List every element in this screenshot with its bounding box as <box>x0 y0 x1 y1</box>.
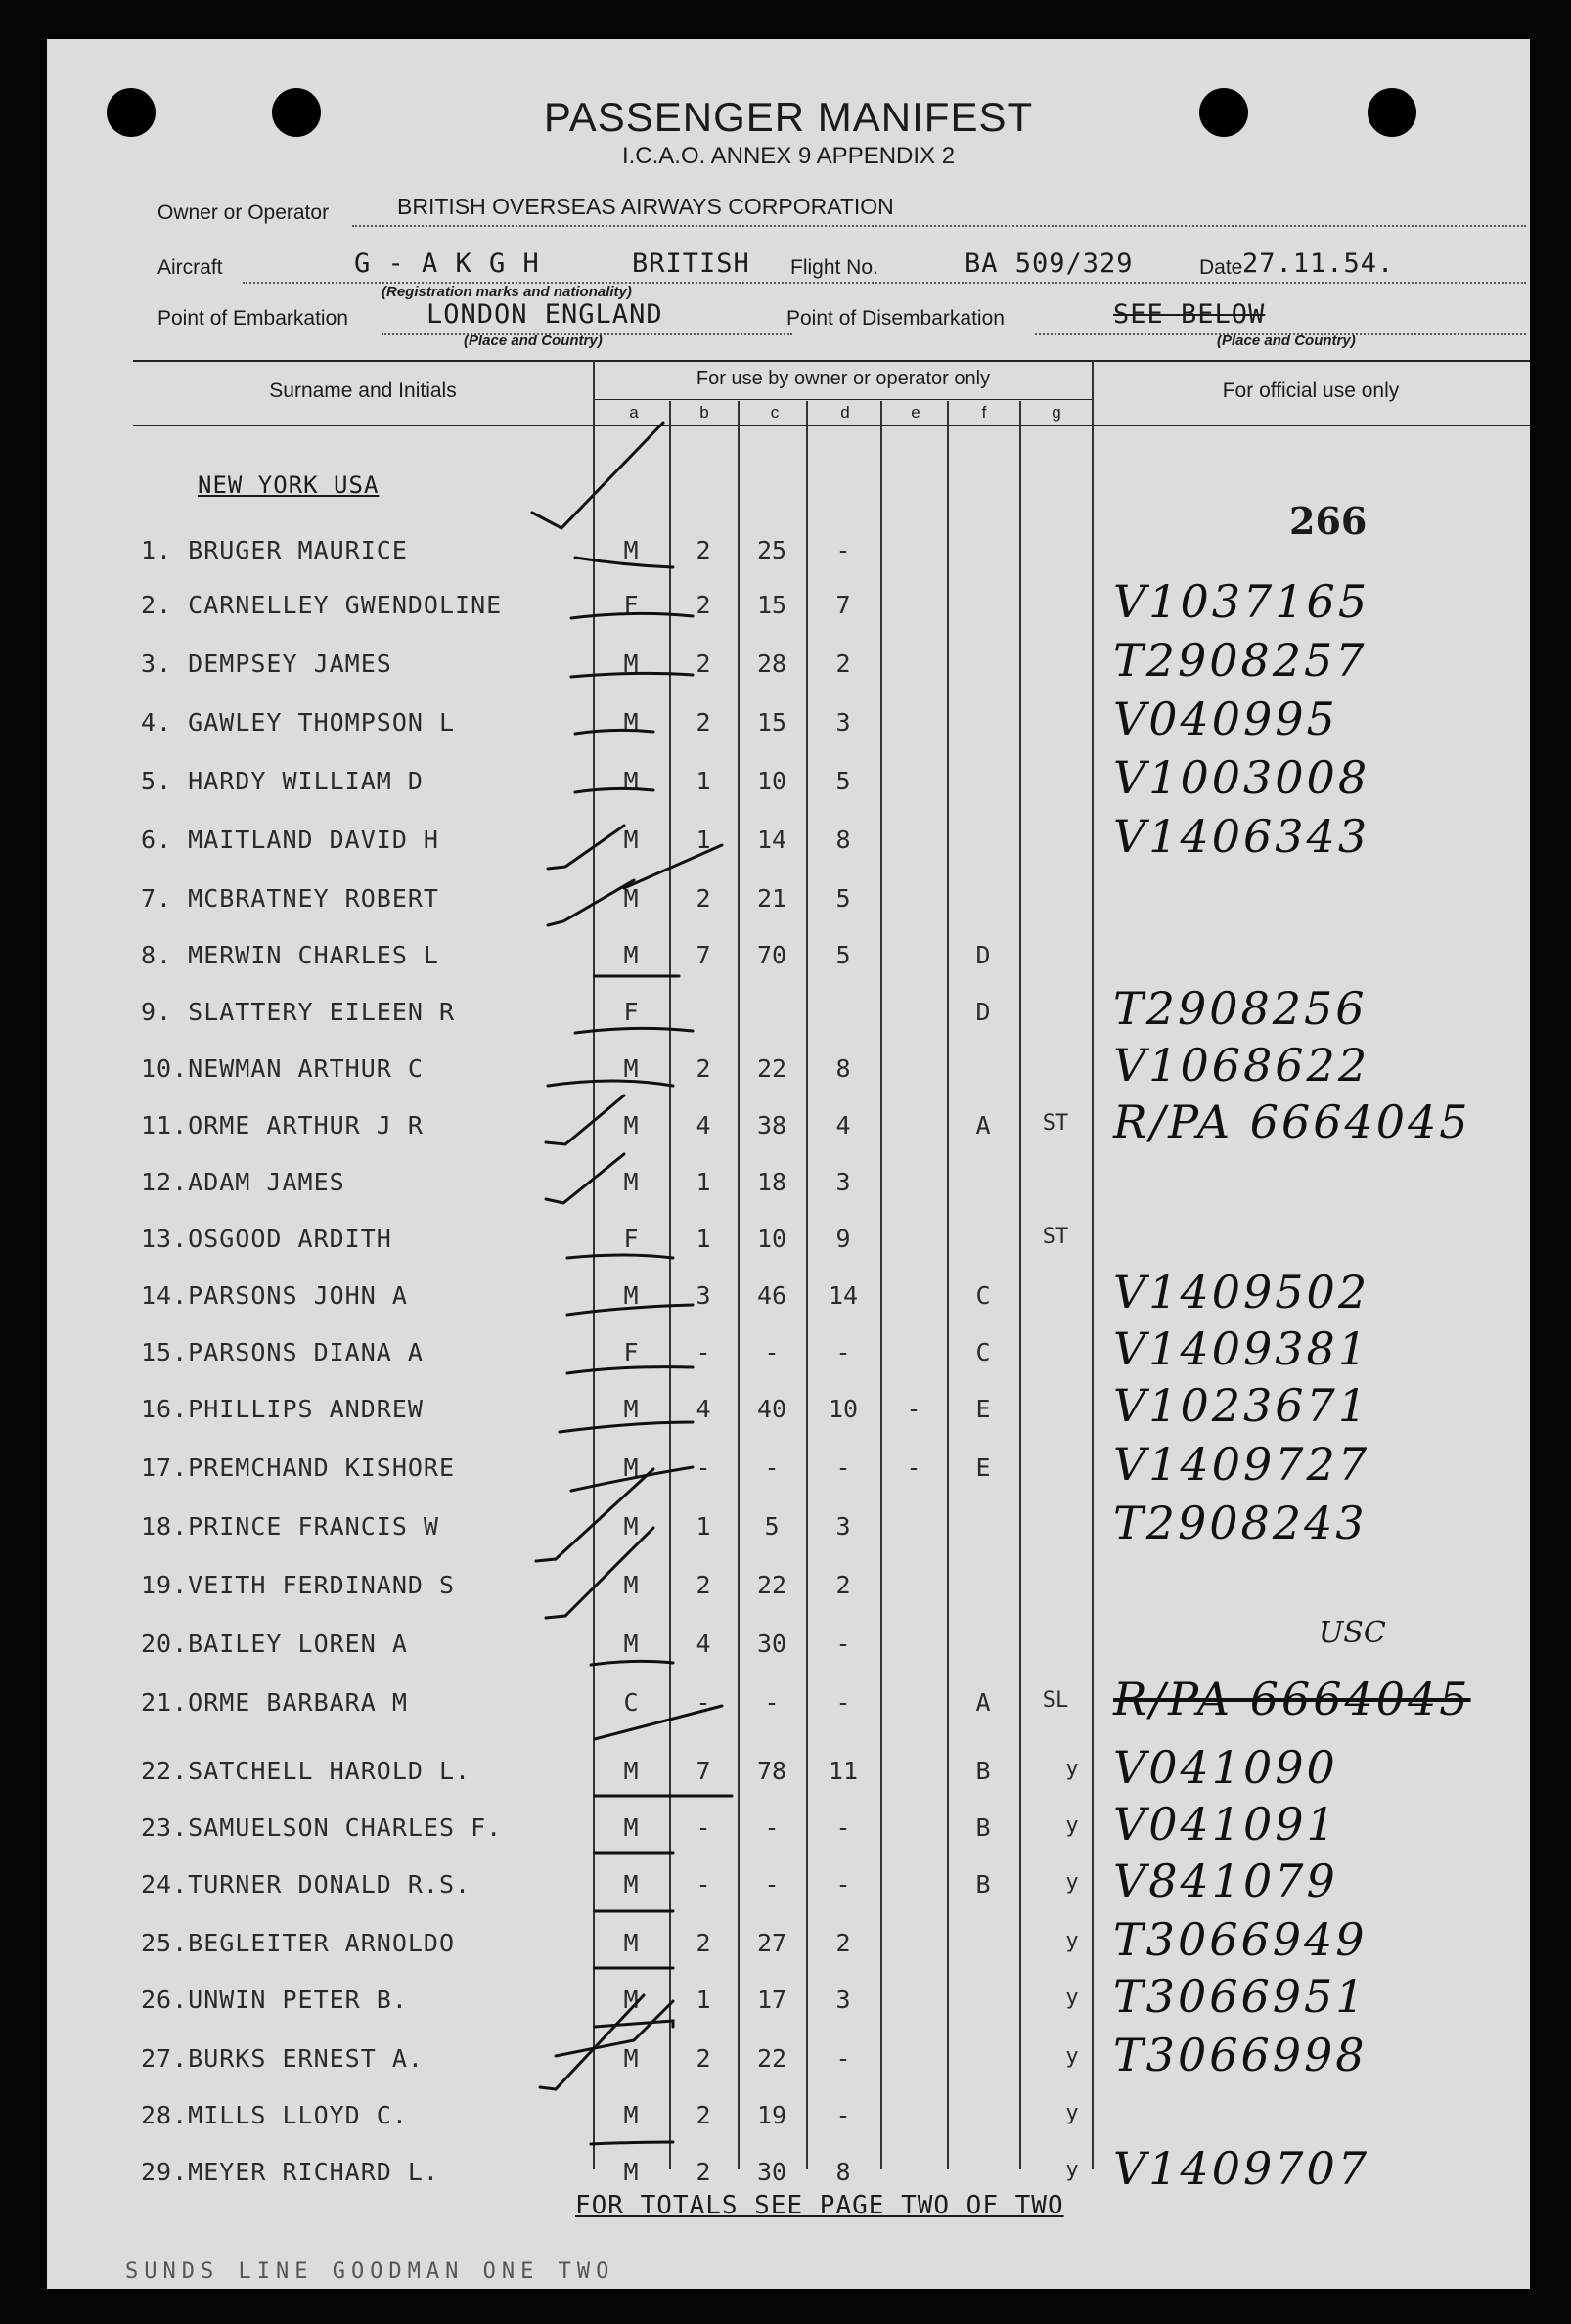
cell-c: - <box>764 1870 780 1899</box>
date-label: Date <box>1199 256 1243 279</box>
cell-b: 2 <box>696 591 711 619</box>
cell-b: 4 <box>696 1111 711 1140</box>
column-letter-f: f <box>981 403 987 422</box>
passenger-name: 3. DEMPSEY JAMES <box>141 649 392 678</box>
cell-b: 2 <box>696 1054 711 1083</box>
table-row <box>47 1741 1530 1796</box>
passenger-name: 4. GAWLEY THOMPSON L <box>141 708 456 737</box>
cell-d: 11 <box>828 1757 859 1785</box>
cell-a: M <box>623 708 639 737</box>
cell-y-mark: y <box>1065 1986 1079 2010</box>
cell-d: - <box>835 1338 851 1366</box>
destination-group-label: NEW YORK USA <box>198 471 380 499</box>
cell-c: 17 <box>756 1986 787 2014</box>
cell-f: C <box>975 1281 991 1310</box>
cell-a: M <box>623 1986 639 2014</box>
cell-a: M <box>623 1870 639 1899</box>
cell-c: 78 <box>756 1757 787 1785</box>
cell-y-mark: y <box>1065 1870 1079 1895</box>
table-top-rule <box>133 360 1530 362</box>
disembarkation-label: Point of Disembarkation <box>786 307 1005 330</box>
cell-c: 18 <box>756 1168 787 1196</box>
official-ticket-number: R/PA 6664045 <box>1113 1673 1471 1725</box>
aircraft-registration: G - A K G H <box>354 248 540 279</box>
page-number: 266 <box>1289 499 1368 543</box>
cell-y-mark: y <box>1065 2101 1079 2125</box>
cell-f: C <box>975 1338 991 1366</box>
cell-b: - <box>696 1453 711 1482</box>
cell-c: 30 <box>756 2158 787 2186</box>
cell-f: A <box>975 1111 991 1140</box>
cell-a: M <box>623 1929 639 1957</box>
table-row <box>47 2101 1530 2140</box>
cell-e: - <box>906 1395 921 1423</box>
official-ticket-number: V1409727 <box>1113 1438 1370 1491</box>
cell-d: 10 <box>828 1395 859 1423</box>
aircraft-label: Aircraft <box>157 256 223 279</box>
cell-b: 1 <box>696 826 711 854</box>
cell-c: - <box>764 1338 780 1366</box>
cell-a: M <box>623 2158 639 2186</box>
operator-column-header: For use by owner or operator only <box>696 368 991 389</box>
cell-y-mark: y <box>1065 2158 1079 2182</box>
cell-g: ST <box>1042 1225 1069 1249</box>
cell-c: 46 <box>756 1281 787 1310</box>
cell-a: M <box>623 884 639 913</box>
cell-a: M <box>623 1512 639 1541</box>
cell-f: A <box>975 1688 991 1717</box>
column-letter-c: c <box>770 403 780 422</box>
cell-a: M <box>623 536 639 564</box>
passenger-name: 8. MERWIN CHARLES L <box>141 941 439 969</box>
cell-f: D <box>975 941 991 969</box>
passenger-name: 29.MEYER RICHARD L. <box>141 2158 439 2186</box>
cell-b: 2 <box>696 536 711 564</box>
table-row <box>47 1855 1530 1909</box>
cell-d: - <box>835 1630 851 1658</box>
passenger-name: 9. SLATTERY EILEEN R <box>141 998 456 1026</box>
embarkation-place: LONDON ENGLAND <box>426 299 663 330</box>
passenger-name: 24.TURNER DONALD R.S. <box>141 1870 471 1899</box>
cell-g: SL <box>1042 1688 1069 1713</box>
cell-d: - <box>835 2101 851 2129</box>
embarkation-label: Point of Embarkation <box>157 307 348 330</box>
cell-d: - <box>835 1688 851 1717</box>
cell-a: F <box>623 1225 639 1253</box>
table-row <box>47 1673 1530 1727</box>
official-ticket-number: R/PA 6664045 <box>1113 1095 1471 1148</box>
table-row <box>47 1913 1530 1968</box>
cell-d: 5 <box>835 767 851 795</box>
cell-c: 21 <box>756 884 787 913</box>
official-ticket-number: V1409502 <box>1113 1266 1370 1318</box>
cell-f: E <box>975 1395 991 1423</box>
cell-f: E <box>975 1453 991 1482</box>
cell-c: - <box>764 1688 780 1717</box>
cell-c: 22 <box>756 2044 787 2073</box>
column-letter-b: b <box>699 403 709 422</box>
cell-a: C <box>623 1688 639 1717</box>
table-row <box>47 982 1530 1037</box>
table-row <box>47 1322 1530 1377</box>
cell-a: M <box>623 1111 639 1140</box>
official-ticket-number: V1037165 <box>1113 575 1370 628</box>
cell-c: 10 <box>756 1225 787 1253</box>
document-title: PASSENGER MANIFEST <box>543 94 1034 140</box>
cell-c: 22 <box>756 1571 787 1599</box>
official-ticket-number: V1068622 <box>1113 1039 1370 1092</box>
cell-b: 1 <box>696 1225 711 1253</box>
cell-c: 40 <box>756 1395 787 1423</box>
cell-a: M <box>623 1281 639 1310</box>
passenger-name: 6. MAITLAND DAVID H <box>141 826 439 854</box>
passenger-name: 22.SATCHELL HAROLD L. <box>141 1757 471 1785</box>
cell-c: 14 <box>756 826 787 854</box>
cell-b: 1 <box>696 767 711 795</box>
official-column-header: For official use only <box>1222 380 1400 402</box>
official-ticket-number: V041091 <box>1113 1798 1338 1851</box>
cell-b: 2 <box>696 2101 711 2129</box>
official-ticket-number: V1409707 <box>1113 2142 1370 2195</box>
cell-c: 19 <box>756 2101 787 2129</box>
cell-d: 3 <box>835 708 851 737</box>
cell-b: 2 <box>696 2044 711 2073</box>
passenger-name: 5. HARDY WILLIAM D <box>141 767 424 795</box>
table-header-rule <box>133 425 1530 426</box>
cell-y-mark: y <box>1065 2044 1079 2069</box>
cell-c: 38 <box>756 1111 787 1140</box>
flight-date: 27.11.54. <box>1242 248 1395 279</box>
cell-b: - <box>696 1870 711 1899</box>
cell-d: 3 <box>835 1986 851 2014</box>
cell-b: 2 <box>696 708 711 737</box>
passenger-name: 25.BEGLEITER ARNOLDO <box>141 1929 456 1957</box>
cell-a: M <box>623 941 639 969</box>
official-ticket-number: V1023671 <box>1113 1379 1370 1432</box>
table-row <box>47 575 1530 630</box>
table-row <box>47 1798 1530 1853</box>
cell-d: 9 <box>835 1225 851 1253</box>
cell-a: M <box>623 1453 639 1482</box>
column-letter-d: d <box>840 403 850 422</box>
cell-c: 15 <box>756 708 787 737</box>
cell-a: M <box>623 1757 639 1785</box>
table-row <box>47 941 1530 980</box>
official-ticket-number: T2908256 <box>1113 982 1368 1035</box>
cell-a: M <box>623 826 639 854</box>
cell-d: - <box>835 1453 851 1482</box>
document-subtitle: I.C.A.O. ANNEX 9 APPENDIX 2 <box>621 143 956 169</box>
cell-d: 2 <box>835 649 851 678</box>
flight-number: BA 509/329 <box>965 248 1134 279</box>
cell-d: 3 <box>835 1168 851 1196</box>
cell-b: - <box>696 1338 711 1366</box>
official-ticket-number: T3066951 <box>1113 1970 1368 2023</box>
passenger-name: 27.BURKS ERNEST A. <box>141 2044 424 2073</box>
cell-e: - <box>906 1453 921 1482</box>
cell-g: ST <box>1042 1111 1069 1136</box>
cell-d: - <box>835 1813 851 1842</box>
cell-a: M <box>623 767 639 795</box>
passenger-name: 18.PRINCE FRANCIS W <box>141 1512 439 1541</box>
cell-y-mark: y <box>1065 1757 1079 1781</box>
cell-a: F <box>623 591 639 619</box>
passenger-name: 10.NEWMAN ARTHUR C <box>141 1054 424 1083</box>
registration-note: (Registration marks and nationality) <box>382 284 632 300</box>
cell-d: - <box>835 1870 851 1899</box>
cell-a: M <box>623 2044 639 2073</box>
cell-b: 2 <box>696 1929 711 1957</box>
cell-a: M <box>623 1813 639 1842</box>
table-row <box>47 884 1530 923</box>
cell-d: 2 <box>835 1929 851 1957</box>
official-ticket-number: V041090 <box>1113 1741 1338 1794</box>
table-row <box>47 1039 1530 1094</box>
passenger-name: 19.VEITH FERDINAND S <box>141 1571 456 1599</box>
table-row <box>47 1438 1530 1493</box>
table-row <box>47 2029 1530 2083</box>
passenger-name: 17.PREMCHAND KISHORE <box>141 1453 456 1482</box>
cell-f: B <box>975 1757 991 1785</box>
table-row <box>47 1497 1530 1551</box>
operator-subrule <box>593 399 1092 400</box>
cell-a: M <box>623 1571 639 1599</box>
passenger-name: 7. MCBRATNEY ROBERT <box>141 884 439 913</box>
column-letter-e: e <box>911 403 920 422</box>
official-ticket-number: T2908257 <box>1113 634 1368 687</box>
cell-c: 22 <box>756 1054 787 1083</box>
disembarkation-place: SEE BELOW <box>1113 299 1266 330</box>
cell-a: F <box>623 998 639 1026</box>
cell-a: M <box>623 1630 639 1658</box>
cell-a: M <box>623 1395 639 1423</box>
cell-b: 2 <box>696 884 711 913</box>
cell-d: - <box>835 536 851 564</box>
table-row <box>47 634 1530 689</box>
official-ticket-number: T2908243 <box>1113 1497 1368 1549</box>
cell-a: M <box>623 1054 639 1083</box>
check-mark <box>532 423 663 528</box>
cell-c: 30 <box>756 1630 787 1658</box>
cell-b: 4 <box>696 1395 711 1423</box>
official-ticket-number: V1409381 <box>1113 1322 1370 1375</box>
cell-b: 2 <box>696 1571 711 1599</box>
passenger-name: 1. BRUGER MAURICE <box>141 536 408 564</box>
table-row <box>47 810 1530 865</box>
cell-b: - <box>696 1813 711 1842</box>
cell-c: 28 <box>756 649 787 678</box>
cell-d: 8 <box>835 826 851 854</box>
cell-d: 7 <box>835 591 851 619</box>
table-row <box>47 751 1530 806</box>
official-ticket-number: T3066998 <box>1113 2029 1368 2081</box>
passenger-name: 23.SAMUELSON CHARLES F. <box>141 1813 503 1842</box>
cell-b: 7 <box>696 1757 711 1785</box>
aircraft-nationality: BRITISH <box>632 248 750 279</box>
passenger-name: 21.ORME BARBARA M <box>141 1688 408 1717</box>
cell-b: 4 <box>696 1630 711 1658</box>
cell-c: 10 <box>756 767 787 795</box>
passenger-name: 28.MILLS LLOYD C. <box>141 2101 408 2129</box>
cell-b: 7 <box>696 941 711 969</box>
cell-b: 1 <box>696 1986 711 2014</box>
official-ticket-number: V1406343 <box>1113 810 1370 863</box>
usc-note: USC <box>1319 1616 1386 1650</box>
passenger-name: 26.UNWIN PETER B. <box>141 1986 408 2014</box>
cell-b: 2 <box>696 649 711 678</box>
table-row <box>47 1630 1530 1669</box>
table-row <box>47 693 1530 747</box>
footer-note: FOR TOTALS SEE PAGE TWO OF TWO <box>575 2191 1064 2220</box>
table-row <box>47 1095 1530 1150</box>
passenger-name: 20.BAILEY LOREN A <box>141 1630 408 1658</box>
cell-c: 5 <box>764 1512 780 1541</box>
passenger-name: 16.PHILLIPS ANDREW <box>141 1395 424 1423</box>
cell-c: 25 <box>756 536 787 564</box>
official-ticket-number: T3066949 <box>1113 1913 1368 1966</box>
manifest-page <box>47 39 1530 2289</box>
cell-d: 4 <box>835 1111 851 1140</box>
passenger-name: 12.ADAM JAMES <box>141 1168 345 1196</box>
cell-d: 2 <box>835 1571 851 1599</box>
passenger-name: 14.PARSONS JOHN A <box>141 1281 408 1310</box>
cell-d: 14 <box>828 1281 859 1310</box>
cell-a: M <box>623 2101 639 2129</box>
cell-c: 70 <box>756 941 787 969</box>
cut-off-text: SUNDS LINE GOODMAN ONE TWO <box>125 2259 615 2284</box>
table-row <box>47 1266 1530 1320</box>
column-letter-a: a <box>629 403 639 422</box>
passenger-name: 11.ORME ARTHUR J R <box>141 1111 424 1140</box>
table-row <box>47 1970 1530 2025</box>
cell-c: - <box>764 1453 780 1482</box>
table-row <box>47 1168 1530 1207</box>
cell-b: 3 <box>696 1281 711 1310</box>
official-ticket-number: V1003008 <box>1113 751 1370 804</box>
disembarkation-note: (Place and Country) <box>1217 333 1356 349</box>
cell-d: 5 <box>835 884 851 913</box>
cell-d: 5 <box>835 941 851 969</box>
strike-mark <box>591 2142 673 2144</box>
table-row <box>47 1571 1530 1610</box>
passenger-name: 15.PARSONS DIANA A <box>141 1338 424 1366</box>
column-letter-g: g <box>1052 403 1061 422</box>
cell-b: 1 <box>696 1512 711 1541</box>
cell-d: - <box>835 2044 851 2073</box>
name-column-header: Surname and Initials <box>269 380 457 402</box>
cell-f: D <box>975 998 991 1026</box>
table-row <box>47 1379 1530 1434</box>
cell-a: F <box>623 1338 639 1366</box>
cell-y-mark: y <box>1065 1929 1079 1953</box>
official-ticket-number: V841079 <box>1113 1855 1338 1907</box>
owner-value: BRITISH OVERSEAS AIRWAYS CORPORATION <box>397 194 894 219</box>
cell-d: 3 <box>835 1512 851 1541</box>
cell-y-mark: y <box>1065 1813 1079 1838</box>
passenger-name: 2. CARNELLEY GWENDOLINE <box>141 591 503 619</box>
cell-c: 27 <box>756 1929 787 1957</box>
cell-a: M <box>623 649 639 678</box>
passenger-name: 13.OSGOOD ARDITH <box>141 1225 392 1253</box>
embarkation-note: (Place and Country) <box>464 333 603 349</box>
cell-b: 2 <box>696 2158 711 2186</box>
cell-d: 8 <box>835 1054 851 1083</box>
cell-c: - <box>764 1813 780 1842</box>
cell-a: M <box>623 1168 639 1196</box>
flight-label: Flight No. <box>790 256 878 279</box>
cell-f: B <box>975 1870 991 1899</box>
cell-b: 1 <box>696 1168 711 1196</box>
cell-f: B <box>975 1813 991 1842</box>
official-ticket-number: V040995 <box>1113 693 1338 745</box>
cell-b: - <box>696 1688 711 1717</box>
cell-d: 8 <box>835 2158 851 2186</box>
cell-c: 15 <box>756 591 787 619</box>
table-row <box>47 1225 1530 1264</box>
owner-label: Owner or Operator <box>157 201 330 224</box>
table-row <box>47 536 1530 575</box>
